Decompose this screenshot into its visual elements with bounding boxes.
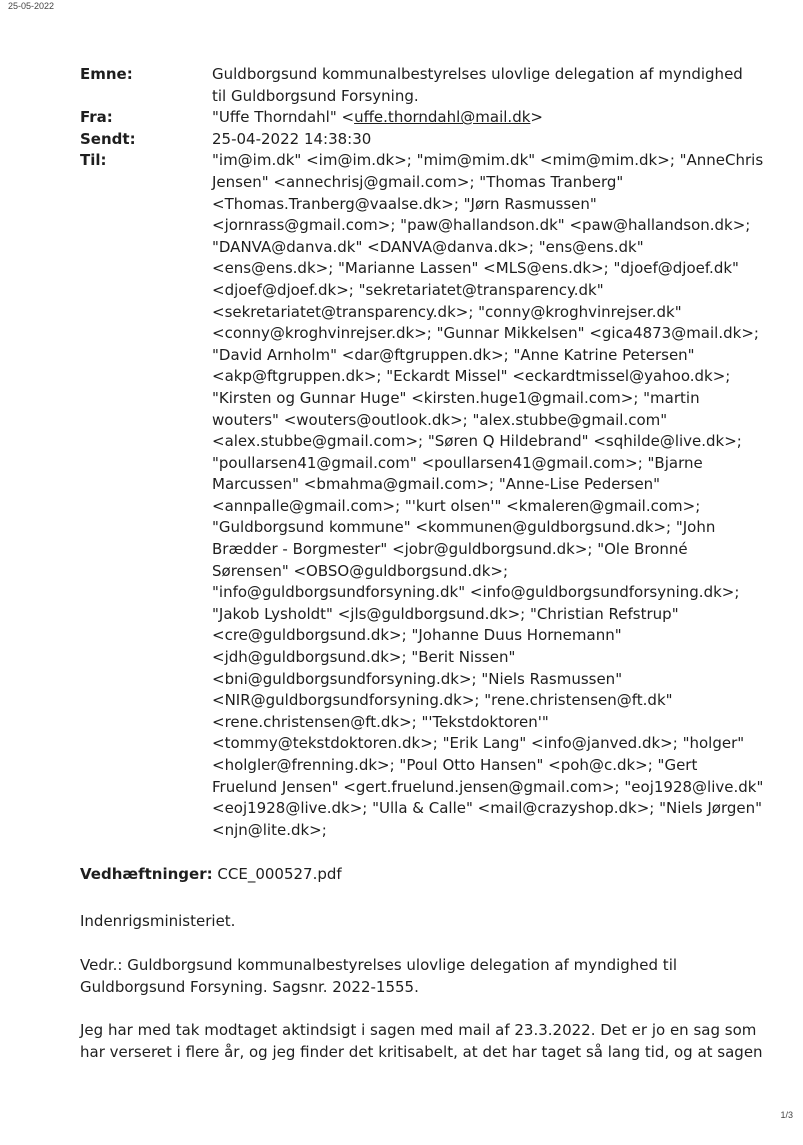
body-paragraph <box>80 1020 770 1063</box>
recipient-line[interactable]: <Thomas.Tranberg@vaalse.dk>; "Jørn Rasmussen" <box>212 194 597 213</box>
recipient-line[interactable]: Fruelund Jensen" <gert.fruelund.jensen@gmail.com>; "eoj1928@live.dk" <box>212 777 764 796</box>
from-name: "Uffe Thorndahl" < <box>212 108 355 127</box>
re-paragraph <box>80 955 770 998</box>
recipient-line[interactable]: <annpalle@gmail.com>; "'kurt olsen'" <kmaleren@gmail.com>; <box>212 496 701 515</box>
recipient-line[interactable]: Brædder - Borgmester" <jobr@guldborgsund.dk>; "Ole Bronné <box>212 540 688 559</box>
subject-row <box>80 64 780 107</box>
recipient-line[interactable]: <alex.stubbe@gmail.com>; "Søren Q Hildebrand" <sqhilde@live.dk>; <box>212 432 742 451</box>
to-row <box>80 150 780 841</box>
subject-line: Guldborgsund kommunalbestyrelses ulovlige delegation af myndighed <box>212 65 743 83</box>
recipient-line[interactable]: <conny@kroghvinrejser.dk>; "Gunnar Mikkelsen" <gica4873@mail.dk>; <box>212 324 759 343</box>
sent-value: 25-04-2022 14:38:30 <box>212 129 372 148</box>
salutation: Indenrigsministeriet. <box>80 912 236 930</box>
recipient-line[interactable]: <holgler@frenning.dk>; "Poul Otto Hansen" <poh@c.dk>; "Gert <box>212 756 698 774</box>
recipient-line[interactable]: "im@im.dk" <im@im.dk>; "mim@mim.dk" <mim@mim.dk>; "AnneChris <box>212 151 764 170</box>
attachment-file[interactable]: CCE_000527.pdf <box>217 865 342 883</box>
recipient-line[interactable]: <eoj1928@live.dk>; "Ulla & Calle" <mail@crazyshop.dk>; "Niels Jørgen" <box>212 799 763 818</box>
subject-value <box>212 64 780 107</box>
recipient-line[interactable]: <djoef@djoef.dk>; "sekretariatet@transparency.dk" <box>212 280 604 299</box>
re-line: Vedr.: Guldborgsund kommunalbestyrelses ulovlige delegation af myndighed til <box>80 956 678 974</box>
recipient-line[interactable]: <akp@ftgruppen.dk>; "Eckardt Missel" <eckardtmissel@yahoo.dk>; <box>212 367 731 386</box>
recipient-line[interactable]: "Jakob Lysholdt" <jls@guldborgsund.dk>; "Christian Refstrup" <box>212 604 679 623</box>
recipient-line[interactable]: "info@guldborgsundforsyning.dk" <info@guldborgsundforsyning.dk>; <box>212 583 740 602</box>
to-recipients <box>212 150 780 841</box>
attachments-label: Vedhæftninger: <box>80 865 213 883</box>
recipient-line[interactable]: "David Arnholm" <dar@ftgruppen.dk>; "Anne Katrine Petersen" <box>212 345 695 364</box>
recipient-line[interactable]: wouters" <wouters@outlook.dk>; "alex.stubbe@gmail.com" <box>212 410 668 429</box>
recipient-line[interactable]: <cre@guldborgsund.dk>; "Johanne Duus Hornemann" <box>212 626 622 645</box>
page-number: 1/3 <box>780 1110 793 1120</box>
recipient-line[interactable]: <jdh@guldborgsund.dk>; "Berit Nissen" <box>212 648 516 667</box>
recipient-line[interactable]: "Guldborgsund kommune" <kommunen@guldborgsund.dk>; "John <box>212 518 716 537</box>
recipient-line[interactable]: "Kirsten og Gunnar Huge" <kirsten.huge1@gmail.com>; "martin <box>212 388 700 407</box>
recipient-line[interactable]: <bni@guldborgsundforsyning.dk>; "Niels Rasmussen" <box>212 669 623 688</box>
print-date: 25-05-2022 <box>8 1 55 11</box>
from-row <box>80 107 780 129</box>
recipient-line[interactable]: Jensen" <annechrisj@gmail.com>; "Thomas Tranberg" <box>212 172 624 191</box>
from-label: Fra: <box>80 108 113 127</box>
from-value <box>212 107 780 129</box>
recipient-line[interactable]: Marcussen" <bmahma@gmail.com>; "Anne-Lise Pedersen" <box>212 475 661 494</box>
recipient-line[interactable]: <ens@ens.dk>; "Marianne Lassen" <MLS@ens.dk>; "djoef@djoef.dk" <box>212 259 739 278</box>
recipient-line[interactable]: <rene.christensen@ft.dk>; "'Tekstdoktoren'" <box>212 712 549 731</box>
subject-line: til Guldborgsund Forsyning. <box>212 86 419 105</box>
attachments-row <box>80 864 342 886</box>
email-header <box>80 64 780 841</box>
recipient-line[interactable]: "poullarsen41@gmail.com" <poullarsen41@gmail.com>; "Bjarne <box>212 453 703 472</box>
body-line: Jeg har med tak modtaget aktindsigt i sagen med mail af 23.3.2022. Det er jo en sag som <box>80 1021 757 1039</box>
to-label: Til: <box>80 151 107 170</box>
recipient-line[interactable]: <NIR@guldborgsundforsyning.dk>; "rene.christensen@ft.dk" <box>212 691 673 710</box>
from-email-link[interactable]: uffe.thorndahl@mail.dk <box>354 108 531 127</box>
sent-label: Sendt: <box>80 129 136 148</box>
recipient-line[interactable]: Sørensen" <OBSO@guldborgsund.dk>; <box>212 561 509 580</box>
recipient-line[interactable]: <tommy@tekstdoktoren.dk>; "Erik Lang" <info@janved.dk>; "holger" <box>212 734 745 753</box>
re-line: Guldborgsund Forsyning. Sagsnr. 2022-1555. <box>80 977 419 996</box>
body-line: har verseret i flere år, og jeg finder det kritisabelt, at det har taget så lang tid, og at sagen <box>80 1042 763 1061</box>
recipient-line[interactable]: <jornrass@gmail.com>; "paw@hallandson.dk" <paw@hallandson.dk>; <box>212 216 751 235</box>
recipient-line[interactable]: <sekretariatet@transparency.dk>; "conny@kroghvinrejser.dk" <box>212 302 682 321</box>
from-end: > <box>530 108 543 127</box>
sent-row <box>80 129 780 151</box>
recipient-line[interactable]: <njn@lite.dk>; <box>212 820 327 839</box>
recipient-line[interactable]: "DANVA@danva.dk" <DANVA@danva.dk>; "ens@ens.dk" <box>212 237 644 256</box>
subject-label: Emne: <box>80 65 133 83</box>
